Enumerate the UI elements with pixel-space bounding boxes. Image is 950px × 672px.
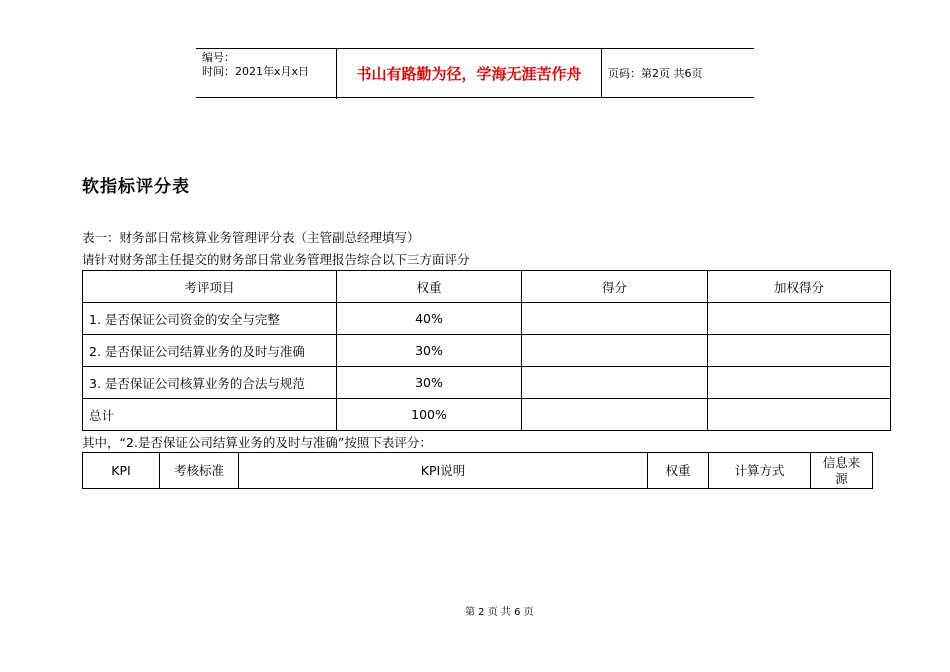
code-label: 编号： xyxy=(202,51,235,64)
header-cell: 计算方式 xyxy=(709,453,811,489)
item-cell: 1. 是否保证公司资金的安全与完整 xyxy=(83,303,337,335)
score-table xyxy=(82,270,891,431)
header-cell: 权重 xyxy=(648,453,709,489)
header-cell: 得分 xyxy=(522,271,708,303)
header-cell: KPI xyxy=(83,453,160,489)
kpi-table xyxy=(82,452,873,489)
table-total-row xyxy=(83,399,891,431)
weight-cell: 30% xyxy=(337,335,522,367)
header-page-number: 页码：第2页 共6页 xyxy=(608,67,703,80)
score-cell[interactable] xyxy=(522,367,708,399)
header-cell: 权重 xyxy=(337,271,522,303)
kpi-note: 其中，“2.是否保证公司结算业务的及时与准确”按照下表评分： xyxy=(82,435,432,450)
header-meta xyxy=(196,49,337,99)
weight-cell: 30% xyxy=(337,367,522,399)
header-cell: 加权得分 xyxy=(708,271,891,303)
header-cell: 信息来源 xyxy=(811,453,873,489)
weight-cell: 100% xyxy=(337,399,522,431)
item-cell: 3. 是否保证公司核算业务的合法与规范 xyxy=(83,367,337,399)
table-header-row xyxy=(83,271,891,303)
time-label: 时间：2021年x月x日 xyxy=(202,65,310,78)
weighted-score-cell[interactable] xyxy=(708,335,891,367)
item-cell: 总计 xyxy=(83,399,337,431)
weighted-score-cell[interactable] xyxy=(708,399,891,431)
score-cell[interactable] xyxy=(522,303,708,335)
weighted-score-cell[interactable] xyxy=(708,303,891,335)
header-motto: 书山有路勤为径，学海无涯苦作舟 xyxy=(337,49,602,97)
item-cell: 2. 是否保证公司结算业务的及时与准确 xyxy=(83,335,337,367)
page-footer: 第 2 页 共 6 页 xyxy=(465,607,534,618)
header-cell: KPI说明 xyxy=(239,453,648,489)
table-row xyxy=(83,303,891,335)
table-header-row xyxy=(83,453,873,489)
header-cell: 考评项目 xyxy=(83,271,337,303)
table1-instruction: 请针对财务部主任提交的财务部日常业务管理报告综合以下三方面评分 xyxy=(82,252,470,267)
score-cell[interactable] xyxy=(522,399,708,431)
score-cell[interactable] xyxy=(522,335,708,367)
page-header xyxy=(196,48,754,98)
weight-cell: 40% xyxy=(337,303,522,335)
table-row xyxy=(83,367,891,399)
table-row xyxy=(83,335,891,367)
document-title: 软指标评分表 xyxy=(82,177,190,197)
weighted-score-cell[interactable] xyxy=(708,367,891,399)
header-cell: 考核标准 xyxy=(160,453,239,489)
table1-caption: 表一：财务部日常核算业务管理评分表（主管副总经理填写） xyxy=(82,230,420,245)
